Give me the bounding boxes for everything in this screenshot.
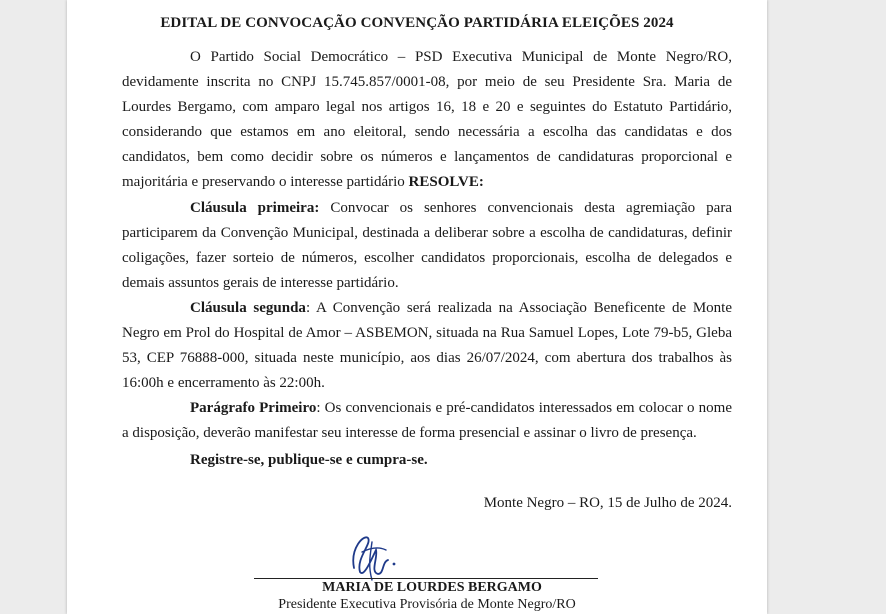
closing-statement: Registre-se, publique-se e cumpra-se.: [190, 452, 428, 468]
document-page: [67, 0, 767, 614]
signer-name: MARIA DE LOURDES BERGAMO: [322, 580, 542, 595]
paragraph-one-text: : Os convencionais e pré-candidatos interessados em colocar o nome a disposição, deverão manifestar seu interesse de forma presencial e assinar o livro de presença.: [122, 400, 732, 442]
clause-one-text: Convocar os senhores convencionais desta agremiação para participarem da Convenção Municipal, destinada a deliberar sobre a escolha de candidaturas, definir coligações, fazer sorteio de números, escolher candidatos proporcionais, escolha de delegados e demais assuntos gerais de interesse partidário.: [122, 199, 732, 291]
clause-two-paragraph: [122, 296, 732, 396]
clause-one-paragraph: [122, 196, 732, 296]
signer-role: Presidente Executiva Provisória de Monte Negro/RO: [278, 597, 576, 612]
clause-two-label: Cláusula segunda: [190, 299, 306, 316]
document-title: EDITAL DE CONVOCAÇÃO CONVENÇÃO PARTIDÁRIA ELEIÇÕES 2024: [160, 15, 674, 31]
intro-paragraph: [122, 45, 732, 196]
resolve-label: RESOLVE:: [408, 174, 484, 191]
paragraph-one-label: Parágrafo Primeiro: [190, 400, 317, 417]
document-body: [122, 45, 732, 447]
clause-two-text: : A Convenção será realizada na Associação Beneficente de Monte Negro em Prol do Hospital de Amor – ASBEMON, situada na Rua Samuel Lopes, Lote 79-b5, Gleba 53, CEP 76888-000, situada neste município, aos dias 26/07/2024, com abertura dos trabalhos às 16:00h e encerramento às 22:00h.: [122, 299, 733, 392]
intro-text: O Partido Social Democrático – PSD Executiva Municipal de Monte Negro/RO, devidamente inscrita no CNPJ 15.745.857/0001-08, por meio de seu Presidente Sra. Maria de Lourdes Bergamo, com amparo legal nos artigos 16, 18 e 20 e seguintes do Estatuto Partidário, considerando que estamos em ano eleitoral, sendo necessária a escolha das candidatas e dos candidatos, bem como decidir sobre os números e lançamentos de candidaturas proporcional e majoritária e preservando o interesse partidário: [122, 49, 732, 191]
paragraph-one: [122, 396, 732, 446]
clause-one-label: Cláusula primeira:: [190, 199, 320, 216]
place-and-date: Monte Negro – RO, 15 de Julho de 2024.: [483, 495, 732, 511]
signature-line: [254, 578, 598, 579]
